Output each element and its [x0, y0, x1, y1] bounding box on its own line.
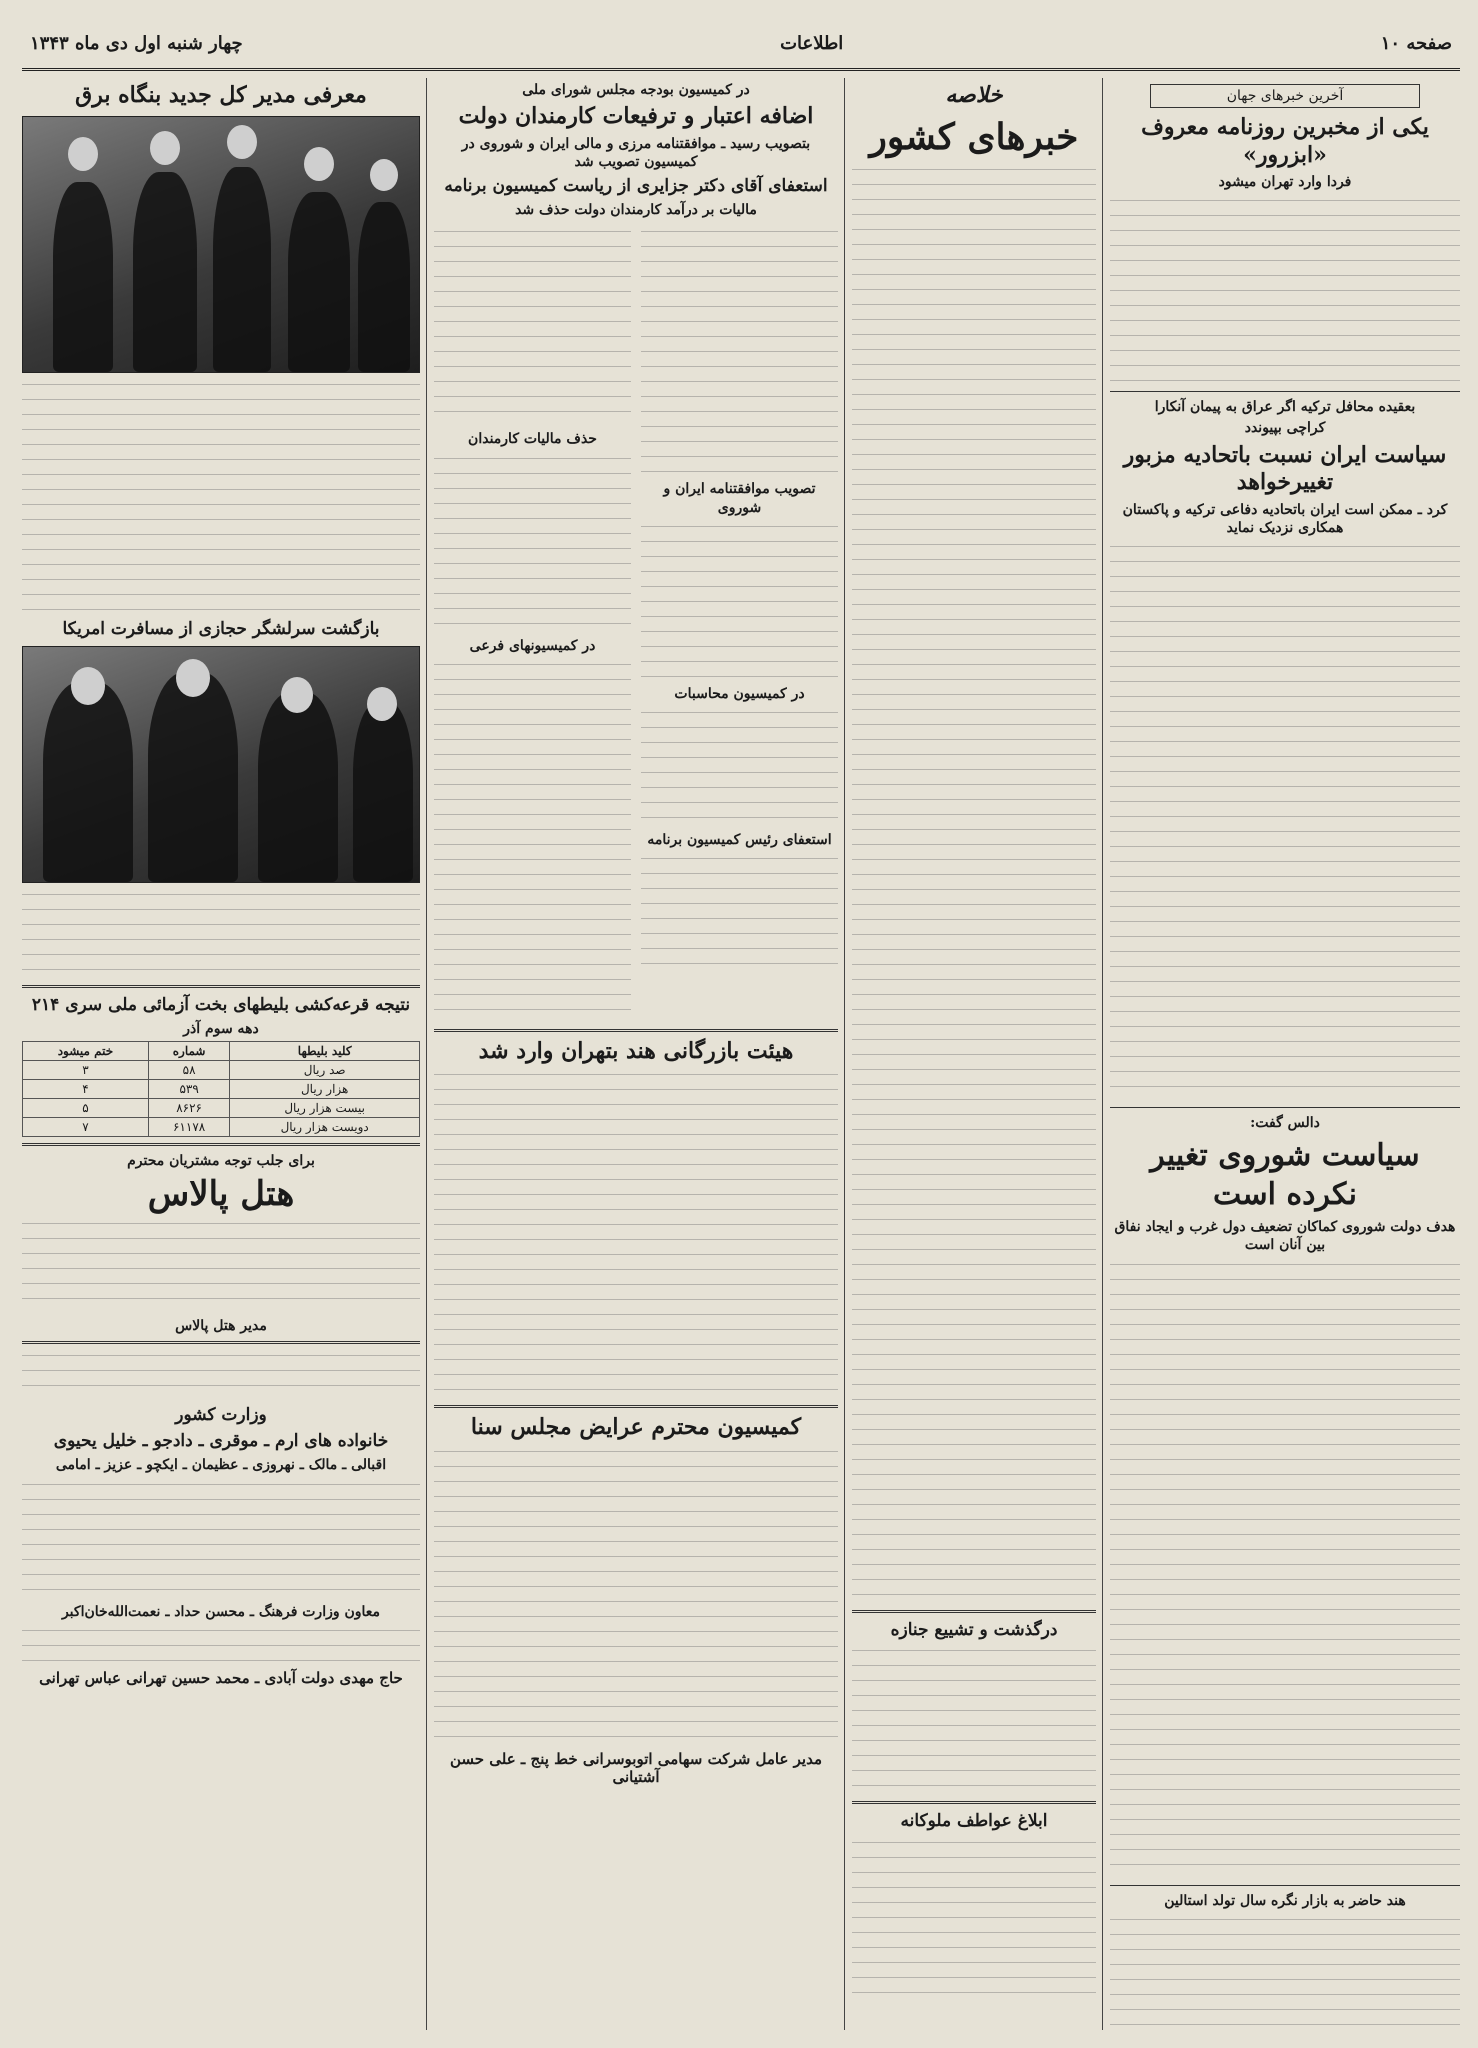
issue-date: چهار شنبه اول دی ماه ۱۳۴۳: [30, 32, 243, 54]
article-body: [641, 521, 838, 681]
subhead-observer: فردا وارد تهران میشود: [1218, 174, 1352, 190]
masthead: [22, 18, 1460, 71]
divider: [1110, 1885, 1460, 1886]
divider: [22, 985, 420, 988]
column-rule: [844, 78, 845, 2030]
article-body: [1110, 195, 1460, 385]
headline-turkey: بعقیده محافل ترکیه اگر عراق به پیمان آنکارا: [1154, 399, 1416, 416]
article-body: [434, 1069, 838, 1399]
headline-ministry: وزارت کشور: [175, 1405, 267, 1426]
column-left: [22, 78, 420, 2030]
headline-soviet: سیاست شوروی تغییر نکرده است: [1150, 1138, 1420, 1213]
table-header-row: [23, 1041, 420, 1060]
brand-title: خبرهای کشور: [869, 115, 1079, 158]
article-body: [434, 1446, 838, 1746]
article-body: [852, 1837, 1096, 2007]
divider: [1110, 1107, 1460, 1108]
divider: [434, 1029, 838, 1032]
column-parliament: [434, 78, 838, 2030]
table-row: [23, 1060, 420, 1079]
headline-iran-policy: سیاست ایران نسبت باتحادیه مزبور تغییرخواهد: [1123, 441, 1447, 496]
headline-return: بازگشت سرلشگر حجازی از مسافرت امریکا: [62, 618, 380, 639]
sub-column: [434, 222, 631, 1022]
divider: [1110, 391, 1460, 392]
newspaper-page: [22, 18, 1460, 2030]
table-row: [23, 1098, 420, 1117]
subhead-commission-2: استعفای آقای دکتر جزایری از ریاست کمیسیون برنامه: [444, 176, 828, 197]
article-body: [852, 164, 1096, 1604]
hotel-name: هتل پالاس: [147, 1174, 295, 1215]
column-domestic-news: [852, 78, 1096, 2030]
article-body: [641, 226, 838, 476]
headline-turkey-2: کراچی بپیوندد: [1244, 420, 1326, 437]
article-body: [641, 853, 838, 973]
column-header: کلید بلیطها: [230, 1041, 420, 1060]
ministry-deputy: معاون وزارت فرهنگ ـ محسن حداد ـ نعمت‌الله‌خان‌اکبر: [61, 1603, 381, 1620]
article-body: [852, 1645, 1096, 1795]
table-cell: هزار ریال: [230, 1079, 420, 1098]
headline-stalin: هند حاضر به بازار نگره سال تولد استالین: [1164, 1892, 1406, 1909]
subhead-commission-1: بتصویب رسید ـ موافقتنامه مرزی و مالی ایران و شوروی در کمیسیون تصویب شد: [461, 135, 811, 170]
paper-name: اطلاعات: [780, 32, 844, 54]
table-cell: دویست هزار ریال: [230, 1117, 420, 1136]
lottery-table: [22, 1041, 420, 1137]
headline-observer: یکی از مخبرین روزنامه معروف «ابزرور»: [1141, 114, 1429, 168]
article-body: [434, 659, 631, 1019]
table-cell: ۸۶۲۶: [148, 1098, 229, 1117]
headline-commission: اضافه اعتبار و ترفیعات کارمندان دولت: [458, 103, 814, 130]
two-column-body: [434, 222, 838, 1022]
table-row: [23, 1079, 420, 1098]
article-body: [641, 707, 838, 827]
column-world-news: [1110, 78, 1460, 2030]
headline-resign: استعفای رئیس کمیسیون برنامه: [647, 831, 832, 848]
ad-intro: برای جلب توجه مشتریان محترم: [127, 1152, 315, 1169]
subhead-soviet: هدف دولت شوروی کماکان تضعیف دول غرب و ایجاد نفاق بین آنان است: [1114, 1219, 1456, 1254]
column-rule: [426, 78, 427, 2030]
sub-column: [641, 222, 838, 1022]
divider: [434, 1405, 838, 1408]
photo-general: [22, 646, 420, 883]
section-box-title: آخرین خبرهای جهان: [1150, 84, 1420, 108]
divider: [852, 1610, 1096, 1613]
headline-memorial: درگذشت و تشییع جنازه: [890, 1620, 1058, 1641]
table-cell: ۵۳۹: [148, 1079, 229, 1098]
article-body: [1110, 1914, 1460, 2030]
lottery-subtitle: دهه سوم آذر: [183, 1020, 259, 1037]
notice-body: [22, 1350, 420, 1400]
notice-body: [22, 1479, 420, 1599]
table-cell: ۶۱۱۷۸: [148, 1117, 229, 1136]
family-names-2: اقبالی ـ مالک ـ نهروزی ـ عظیمان ـ ایکچو ـ عزیز ـ امامی: [55, 1457, 387, 1474]
article-body: [22, 889, 420, 979]
divider: [852, 1801, 1096, 1804]
headline-electric: معرفی مدیر کل جدید بنگاه برق: [75, 82, 367, 108]
table-cell: ۷: [23, 1117, 149, 1136]
table-cell: ۵۸: [148, 1060, 229, 1079]
headline-accounts: در کمیسیون محاسبات: [674, 685, 805, 702]
article-body: [22, 379, 420, 614]
notice-body: [22, 1625, 420, 1665]
table-cell: صد ریال: [230, 1060, 420, 1079]
hotel-manager: مدیر هتل پالاس: [175, 1318, 267, 1335]
signature: مدیر عامل شرکت سهامی اتوبوسرانی خط پنج ـ علی حسن آشتیانی: [449, 1749, 823, 1786]
headline-senate: کمیسیون محترم عرایض مجلس سنا: [470, 1414, 802, 1441]
headline-treaty: تصویب موافقتنامه ایران و شوروی: [663, 481, 816, 516]
brand-kicker: خلاصه: [945, 82, 1003, 108]
ad-body: [22, 1218, 420, 1313]
table-cell: بیست هزار ریال: [230, 1098, 420, 1117]
column-rule: [1102, 78, 1103, 2030]
table-cell: ۵: [23, 1098, 149, 1117]
table-cell: ۴: [23, 1079, 149, 1098]
headline-trade-mission: هیئت بازرگانی هند بتهران وارد شد: [478, 1037, 794, 1064]
headline-notice: ابلاغ عواطف ملوکانه: [900, 1811, 1048, 1832]
article-body: [434, 453, 631, 633]
column-header: ختم میشود: [23, 1041, 149, 1060]
footer-names: حاج مهدی دولت آبادی ـ محمد حسین تهرانی عباس تهرانی: [39, 1668, 403, 1687]
article-body: [1110, 1259, 1460, 1879]
article-body: [434, 226, 631, 426]
kicker-commission: در کمیسیون بودجه مجلس شورای ملی: [522, 82, 750, 98]
table-row: [23, 1117, 420, 1136]
subhead-commission-3: مالیات بر درآمد کارمندان دولت حذف شد: [515, 202, 757, 219]
article-body: [1110, 541, 1460, 1101]
divider: [22, 1143, 420, 1146]
page-number: صفحه ۱۰: [1380, 32, 1452, 54]
lottery-title: نتیجه قرعه‌کشی بلیطهای بخت آزمائی ملی سری ۲۱۴: [31, 994, 411, 1015]
headline-subcommittees: در کمیسیونهای فرعی: [469, 637, 596, 654]
subhead-iran-policy: کرد ـ ممکن است ایران باتحادیه دفاعی ترکیه و پاکستان همکاری نزدیک نماید: [1122, 501, 1448, 536]
column-header: شماره: [148, 1041, 229, 1060]
divider: [22, 1341, 420, 1344]
kicker-dulles: دالس گفت:: [1250, 1114, 1320, 1131]
headline-tax: حذف مالیات کارمندان: [468, 431, 597, 448]
family-names: خانواده های ارم ـ موقری ـ دادجو ـ خلیل یحیوی: [53, 1431, 389, 1452]
table-cell: ۳: [23, 1060, 149, 1079]
photo-ceremony: [22, 116, 420, 373]
